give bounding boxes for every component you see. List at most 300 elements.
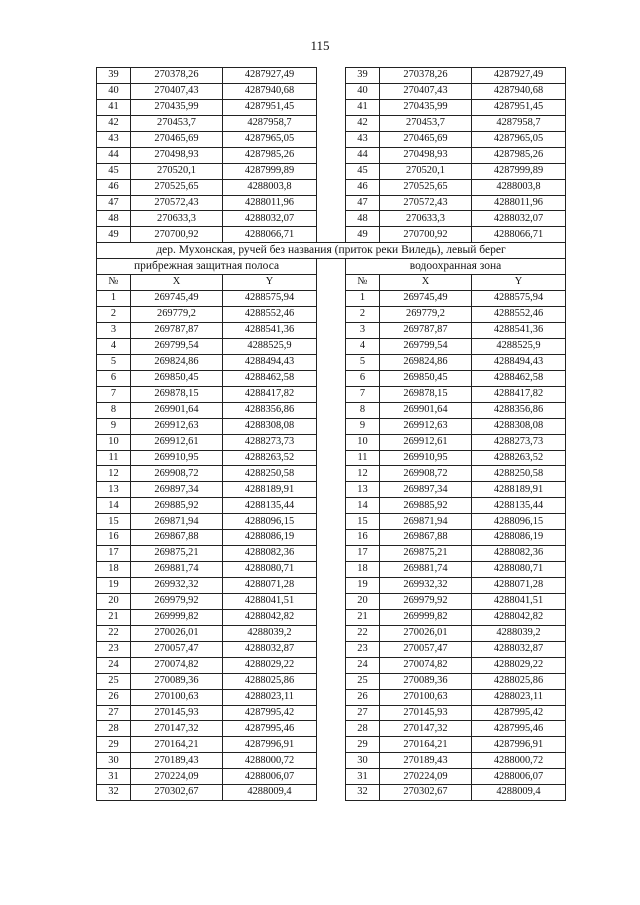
table-row	[97, 338, 566, 354]
right-x-coordinate: 270378,26	[380, 68, 472, 84]
left-point-number: 49	[97, 227, 131, 243]
left-x-coordinate: 270633,3	[131, 211, 223, 227]
right-x-coordinate: 270453,7	[380, 115, 472, 131]
right-y-coordinate: 4288462,58	[472, 370, 566, 386]
left-x-coordinate: 270224,09	[131, 769, 223, 785]
left-point-number: 22	[97, 625, 131, 641]
right-point-number: 45	[346, 163, 380, 179]
left-y-coordinate: 4288000,72	[223, 753, 317, 769]
left-x-header: X	[131, 275, 223, 291]
table-gap	[317, 450, 346, 466]
table-gap	[317, 402, 346, 418]
left-point-number: 43	[97, 131, 131, 147]
right-x-coordinate: 270700,92	[380, 227, 472, 243]
right-y-coordinate: 4288009,4	[472, 785, 566, 801]
left-y-coordinate: 4288308,08	[223, 418, 317, 434]
right-x-coordinate: 270089,36	[380, 673, 472, 689]
right-point-number: 6	[346, 370, 380, 386]
left-point-number: 14	[97, 498, 131, 514]
left-y-coordinate: 4288356,86	[223, 402, 317, 418]
right-x-coordinate: 270100,63	[380, 689, 472, 705]
table-gap	[317, 386, 346, 402]
table-row	[97, 593, 566, 609]
right-x-coordinate: 269867,88	[380, 530, 472, 546]
right-y-coordinate: 4288082,36	[472, 546, 566, 562]
right-y-coordinate: 4288552,46	[472, 307, 566, 323]
table-row	[97, 163, 566, 179]
left-y-coordinate: 4287999,89	[223, 163, 317, 179]
section-title-row	[97, 243, 566, 259]
left-y-coordinate: 4288025,86	[223, 673, 317, 689]
table-gap	[317, 689, 346, 705]
right-point-number: 10	[346, 434, 380, 450]
table-row	[97, 83, 566, 99]
right-y-coordinate: 4287958,7	[472, 115, 566, 131]
left-x-coordinate: 270100,63	[131, 689, 223, 705]
right-point-number: 32	[346, 785, 380, 801]
table-row	[97, 482, 566, 498]
right-point-number: 8	[346, 402, 380, 418]
left-point-number: 25	[97, 673, 131, 689]
table-row	[97, 434, 566, 450]
right-point-number: 25	[346, 673, 380, 689]
right-x-coordinate: 269745,49	[380, 291, 472, 307]
right-point-number: 41	[346, 99, 380, 115]
main-rows-group	[97, 291, 566, 801]
table-row	[97, 179, 566, 195]
right-point-number: 20	[346, 593, 380, 609]
table-gap	[317, 482, 346, 498]
right-y-coordinate: 4288066,71	[472, 227, 566, 243]
left-point-number: 20	[97, 593, 131, 609]
left-point-number: 9	[97, 418, 131, 434]
left-point-number: 39	[97, 68, 131, 84]
left-y-coordinate: 4288086,19	[223, 530, 317, 546]
right-y-coordinate: 4288042,82	[472, 609, 566, 625]
left-y-coordinate: 4288023,11	[223, 689, 317, 705]
left-point-number: 16	[97, 530, 131, 546]
left-y-coordinate: 4287985,26	[223, 147, 317, 163]
left-point-number: 23	[97, 641, 131, 657]
left-point-number: 13	[97, 482, 131, 498]
right-x-coordinate: 269885,92	[380, 498, 472, 514]
right-y-coordinate: 4288494,43	[472, 354, 566, 370]
left-x-coordinate: 270407,43	[131, 83, 223, 99]
left-y-coordinate: 4288006,07	[223, 769, 317, 785]
table-gap	[317, 275, 346, 291]
left-point-number: 48	[97, 211, 131, 227]
left-point-number: 45	[97, 163, 131, 179]
right-x-coordinate: 269910,95	[380, 450, 472, 466]
table-gap	[317, 562, 346, 578]
left-x-coordinate: 270465,69	[131, 131, 223, 147]
right-y-coordinate: 4288273,73	[472, 434, 566, 450]
left-num-header: №	[97, 275, 131, 291]
table-row	[97, 450, 566, 466]
table-gap	[317, 259, 346, 275]
left-y-coordinate: 4288029,22	[223, 657, 317, 673]
right-x-coordinate: 269912,63	[380, 418, 472, 434]
left-x-coordinate: 270189,43	[131, 753, 223, 769]
left-y-coordinate: 4287996,91	[223, 737, 317, 753]
table-row	[97, 721, 566, 737]
left-x-coordinate: 270145,93	[131, 705, 223, 721]
left-x-coordinate: 270057,47	[131, 641, 223, 657]
left-y-coordinate: 4288003,8	[223, 179, 317, 195]
table-row	[97, 546, 566, 562]
left-point-number: 18	[97, 562, 131, 578]
right-x-coordinate: 269871,94	[380, 514, 472, 530]
left-x-coordinate: 269912,61	[131, 434, 223, 450]
left-y-coordinate: 4288462,58	[223, 370, 317, 386]
table-gap	[317, 466, 346, 482]
left-x-coordinate: 269908,72	[131, 466, 223, 482]
table-row	[97, 609, 566, 625]
left-x-coordinate: 270302,67	[131, 785, 223, 801]
left-x-coordinate: 269875,21	[131, 546, 223, 562]
table-row	[97, 307, 566, 323]
right-y-coordinate: 4287999,89	[472, 163, 566, 179]
left-y-coordinate: 4288080,71	[223, 562, 317, 578]
right-point-number: 44	[346, 147, 380, 163]
right-point-number: 3	[346, 323, 380, 339]
table-gap	[317, 83, 346, 99]
table-row	[97, 673, 566, 689]
right-x-coordinate: 270520,1	[380, 163, 472, 179]
right-y-coordinate: 4288023,11	[472, 689, 566, 705]
table-gap	[317, 131, 346, 147]
table-row	[97, 705, 566, 721]
right-x-header: X	[380, 275, 472, 291]
left-point-number: 15	[97, 514, 131, 530]
zone-titles-row	[97, 259, 566, 275]
right-point-number: 22	[346, 625, 380, 641]
left-point-number: 4	[97, 338, 131, 354]
right-point-number: 17	[346, 546, 380, 562]
left-y-coordinate: 4288041,51	[223, 593, 317, 609]
table-gap	[317, 530, 346, 546]
right-x-coordinate: 270407,43	[380, 83, 472, 99]
left-y-coordinate: 4288417,82	[223, 386, 317, 402]
left-x-coordinate: 269932,32	[131, 578, 223, 594]
right-point-number: 19	[346, 578, 380, 594]
table-gap	[317, 498, 346, 514]
left-point-number: 42	[97, 115, 131, 131]
right-y-coordinate: 4287985,26	[472, 147, 566, 163]
left-point-number: 2	[97, 307, 131, 323]
right-y-coordinate: 4288032,87	[472, 641, 566, 657]
table-row	[97, 689, 566, 705]
right-y-coordinate: 4287951,45	[472, 99, 566, 115]
right-y-coordinate: 4288263,52	[472, 450, 566, 466]
right-point-number: 9	[346, 418, 380, 434]
table-row	[97, 115, 566, 131]
right-y-coordinate: 4288000,72	[472, 753, 566, 769]
right-x-coordinate: 270147,32	[380, 721, 472, 737]
table-row	[97, 68, 566, 84]
table-gap	[317, 546, 346, 562]
left-point-number: 8	[97, 402, 131, 418]
table-gap	[317, 99, 346, 115]
right-y-coordinate: 4288356,86	[472, 402, 566, 418]
table-gap	[317, 68, 346, 84]
left-x-coordinate: 269867,88	[131, 530, 223, 546]
table-gap	[317, 609, 346, 625]
right-x-coordinate: 270435,99	[380, 99, 472, 115]
table-gap	[317, 753, 346, 769]
right-x-coordinate: 270074,82	[380, 657, 472, 673]
right-x-coordinate: 269799,54	[380, 338, 472, 354]
right-x-coordinate: 270224,09	[380, 769, 472, 785]
left-point-number: 28	[97, 721, 131, 737]
right-zone-title: водоохранная зона	[346, 259, 566, 275]
right-point-number: 4	[346, 338, 380, 354]
section-header-group	[97, 243, 566, 291]
right-point-number: 12	[346, 466, 380, 482]
left-y-coordinate: 4288189,91	[223, 482, 317, 498]
table-gap	[317, 705, 346, 721]
left-x-coordinate: 269910,95	[131, 450, 223, 466]
left-point-number: 30	[97, 753, 131, 769]
right-point-number: 30	[346, 753, 380, 769]
table-row	[97, 625, 566, 641]
right-point-number: 5	[346, 354, 380, 370]
right-point-number: 47	[346, 195, 380, 211]
right-point-number: 42	[346, 115, 380, 131]
right-point-number: 24	[346, 657, 380, 673]
table-row	[97, 498, 566, 514]
left-y-coordinate: 4288494,43	[223, 354, 317, 370]
right-x-coordinate: 269908,72	[380, 466, 472, 482]
right-point-number: 23	[346, 641, 380, 657]
top-rows-group	[97, 68, 566, 243]
left-point-number: 46	[97, 179, 131, 195]
left-point-number: 7	[97, 386, 131, 402]
left-x-coordinate: 269871,94	[131, 514, 223, 530]
left-y-coordinate: 4288096,15	[223, 514, 317, 530]
table-row	[97, 737, 566, 753]
left-x-coordinate: 270147,32	[131, 721, 223, 737]
right-x-coordinate: 269897,34	[380, 482, 472, 498]
table-row	[97, 578, 566, 594]
right-point-number: 31	[346, 769, 380, 785]
column-header-row	[97, 275, 566, 291]
right-y-coordinate: 4288417,82	[472, 386, 566, 402]
left-y-coordinate: 4288250,58	[223, 466, 317, 482]
right-x-coordinate: 269787,87	[380, 323, 472, 339]
left-x-coordinate: 269878,15	[131, 386, 223, 402]
table-gap	[317, 323, 346, 339]
right-x-coordinate: 270026,01	[380, 625, 472, 641]
right-point-number: 39	[346, 68, 380, 84]
right-y-coordinate: 4288135,44	[472, 498, 566, 514]
left-y-coordinate: 4288011,96	[223, 195, 317, 211]
right-x-coordinate: 270189,43	[380, 753, 472, 769]
left-x-coordinate: 270074,82	[131, 657, 223, 673]
right-point-number: 40	[346, 83, 380, 99]
right-x-coordinate: 269824,86	[380, 354, 472, 370]
right-x-coordinate: 269912,61	[380, 434, 472, 450]
table-row	[97, 227, 566, 243]
left-x-coordinate: 270453,7	[131, 115, 223, 131]
right-y-coordinate: 4287927,49	[472, 68, 566, 84]
table-row	[97, 291, 566, 307]
left-point-number: 1	[97, 291, 131, 307]
right-point-number: 43	[346, 131, 380, 147]
table-gap	[317, 163, 346, 179]
right-point-number: 27	[346, 705, 380, 721]
right-y-coordinate: 4288003,8	[472, 179, 566, 195]
right-x-coordinate: 269779,2	[380, 307, 472, 323]
left-y-coordinate: 4288032,07	[223, 211, 317, 227]
left-x-coordinate: 269912,63	[131, 418, 223, 434]
left-y-coordinate: 4287940,68	[223, 83, 317, 99]
left-x-coordinate: 270520,1	[131, 163, 223, 179]
table-gap	[317, 625, 346, 641]
right-point-number: 13	[346, 482, 380, 498]
right-point-number: 11	[346, 450, 380, 466]
table-gap	[317, 641, 346, 657]
table-gap	[317, 578, 346, 594]
table-row	[97, 514, 566, 530]
right-y-coordinate: 4288032,07	[472, 211, 566, 227]
table-row	[97, 753, 566, 769]
table-row	[97, 99, 566, 115]
left-x-coordinate: 269799,54	[131, 338, 223, 354]
right-y-coordinate: 4288525,9	[472, 338, 566, 354]
right-y-coordinate: 4288541,36	[472, 323, 566, 339]
right-y-coordinate: 4288086,19	[472, 530, 566, 546]
table-row	[97, 131, 566, 147]
right-y-coordinate: 4287995,42	[472, 705, 566, 721]
left-y-coordinate: 4288575,94	[223, 291, 317, 307]
right-point-number: 16	[346, 530, 380, 546]
table-gap	[317, 179, 346, 195]
left-point-number: 17	[97, 546, 131, 562]
table-row	[97, 466, 566, 482]
right-y-coordinate: 4288041,51	[472, 593, 566, 609]
left-point-number: 44	[97, 147, 131, 163]
left-y-coordinate: 4287951,45	[223, 99, 317, 115]
right-x-coordinate: 270525,65	[380, 179, 472, 195]
table-row	[97, 386, 566, 402]
table-row	[97, 785, 566, 801]
right-y-coordinate: 4288071,28	[472, 578, 566, 594]
table-row	[97, 354, 566, 370]
table-gap	[317, 673, 346, 689]
left-point-number: 6	[97, 370, 131, 386]
table-gap	[317, 307, 346, 323]
table-gap	[317, 657, 346, 673]
right-x-coordinate: 269878,15	[380, 386, 472, 402]
right-x-coordinate: 270145,93	[380, 705, 472, 721]
right-y-coordinate: 4287965,05	[472, 131, 566, 147]
left-x-coordinate: 270026,01	[131, 625, 223, 641]
table-gap	[317, 514, 346, 530]
right-point-number: 26	[346, 689, 380, 705]
left-y-coordinate: 4287995,46	[223, 721, 317, 737]
left-x-coordinate: 270164,21	[131, 737, 223, 753]
right-x-coordinate: 269901,64	[380, 402, 472, 418]
left-x-coordinate: 269850,45	[131, 370, 223, 386]
left-y-coordinate: 4287995,42	[223, 705, 317, 721]
table-row	[97, 769, 566, 785]
table-row	[97, 641, 566, 657]
table-gap	[317, 721, 346, 737]
left-x-coordinate: 269897,34	[131, 482, 223, 498]
left-zone-title: прибрежная защитная полоса	[97, 259, 317, 275]
left-x-coordinate: 269999,82	[131, 609, 223, 625]
table-gap	[317, 769, 346, 785]
left-y-coordinate: 4287958,7	[223, 115, 317, 131]
right-y-coordinate: 4288250,58	[472, 466, 566, 482]
left-point-number: 3	[97, 323, 131, 339]
table-gap	[317, 593, 346, 609]
right-y-coordinate: 4287940,68	[472, 83, 566, 99]
table-row	[97, 657, 566, 673]
left-y-coordinate: 4288135,44	[223, 498, 317, 514]
table-gap	[317, 434, 346, 450]
right-y-coordinate: 4288025,86	[472, 673, 566, 689]
table-gap	[317, 147, 346, 163]
left-y-coordinate: 4287927,49	[223, 68, 317, 84]
table-row	[97, 323, 566, 339]
left-y-coordinate: 4288273,73	[223, 434, 317, 450]
left-y-coordinate: 4288525,9	[223, 338, 317, 354]
coordinates-table	[96, 67, 566, 801]
table-gap	[317, 785, 346, 801]
right-num-header: №	[346, 275, 380, 291]
left-x-coordinate: 270572,43	[131, 195, 223, 211]
left-point-number: 11	[97, 450, 131, 466]
right-point-number: 29	[346, 737, 380, 753]
right-y-coordinate: 4288189,91	[472, 482, 566, 498]
left-point-number: 19	[97, 578, 131, 594]
left-x-coordinate: 269824,86	[131, 354, 223, 370]
table-gap	[317, 354, 346, 370]
left-point-number: 5	[97, 354, 131, 370]
right-x-coordinate: 269875,21	[380, 546, 472, 562]
right-y-header: Y	[472, 275, 566, 291]
right-point-number: 1	[346, 291, 380, 307]
right-x-coordinate: 270572,43	[380, 195, 472, 211]
left-point-number: 47	[97, 195, 131, 211]
right-x-coordinate: 270057,47	[380, 641, 472, 657]
table-row	[97, 147, 566, 163]
right-point-number: 2	[346, 307, 380, 323]
left-x-coordinate: 269881,74	[131, 562, 223, 578]
right-y-coordinate: 4288096,15	[472, 514, 566, 530]
right-y-coordinate: 4288039,2	[472, 625, 566, 641]
right-y-coordinate: 4288575,94	[472, 291, 566, 307]
left-x-coordinate: 269787,87	[131, 323, 223, 339]
table-gap	[317, 195, 346, 211]
right-x-coordinate: 270164,21	[380, 737, 472, 753]
table-gap	[317, 370, 346, 386]
right-y-coordinate: 4287996,91	[472, 737, 566, 753]
left-point-number: 26	[97, 689, 131, 705]
right-x-coordinate: 270633,3	[380, 211, 472, 227]
left-point-number: 31	[97, 769, 131, 785]
right-point-number: 48	[346, 211, 380, 227]
right-point-number: 21	[346, 609, 380, 625]
left-x-coordinate: 269901,64	[131, 402, 223, 418]
right-x-coordinate: 270498,93	[380, 147, 472, 163]
left-y-coordinate: 4288066,71	[223, 227, 317, 243]
right-x-coordinate: 269979,92	[380, 593, 472, 609]
left-y-coordinate: 4287965,05	[223, 131, 317, 147]
table-gap	[317, 338, 346, 354]
